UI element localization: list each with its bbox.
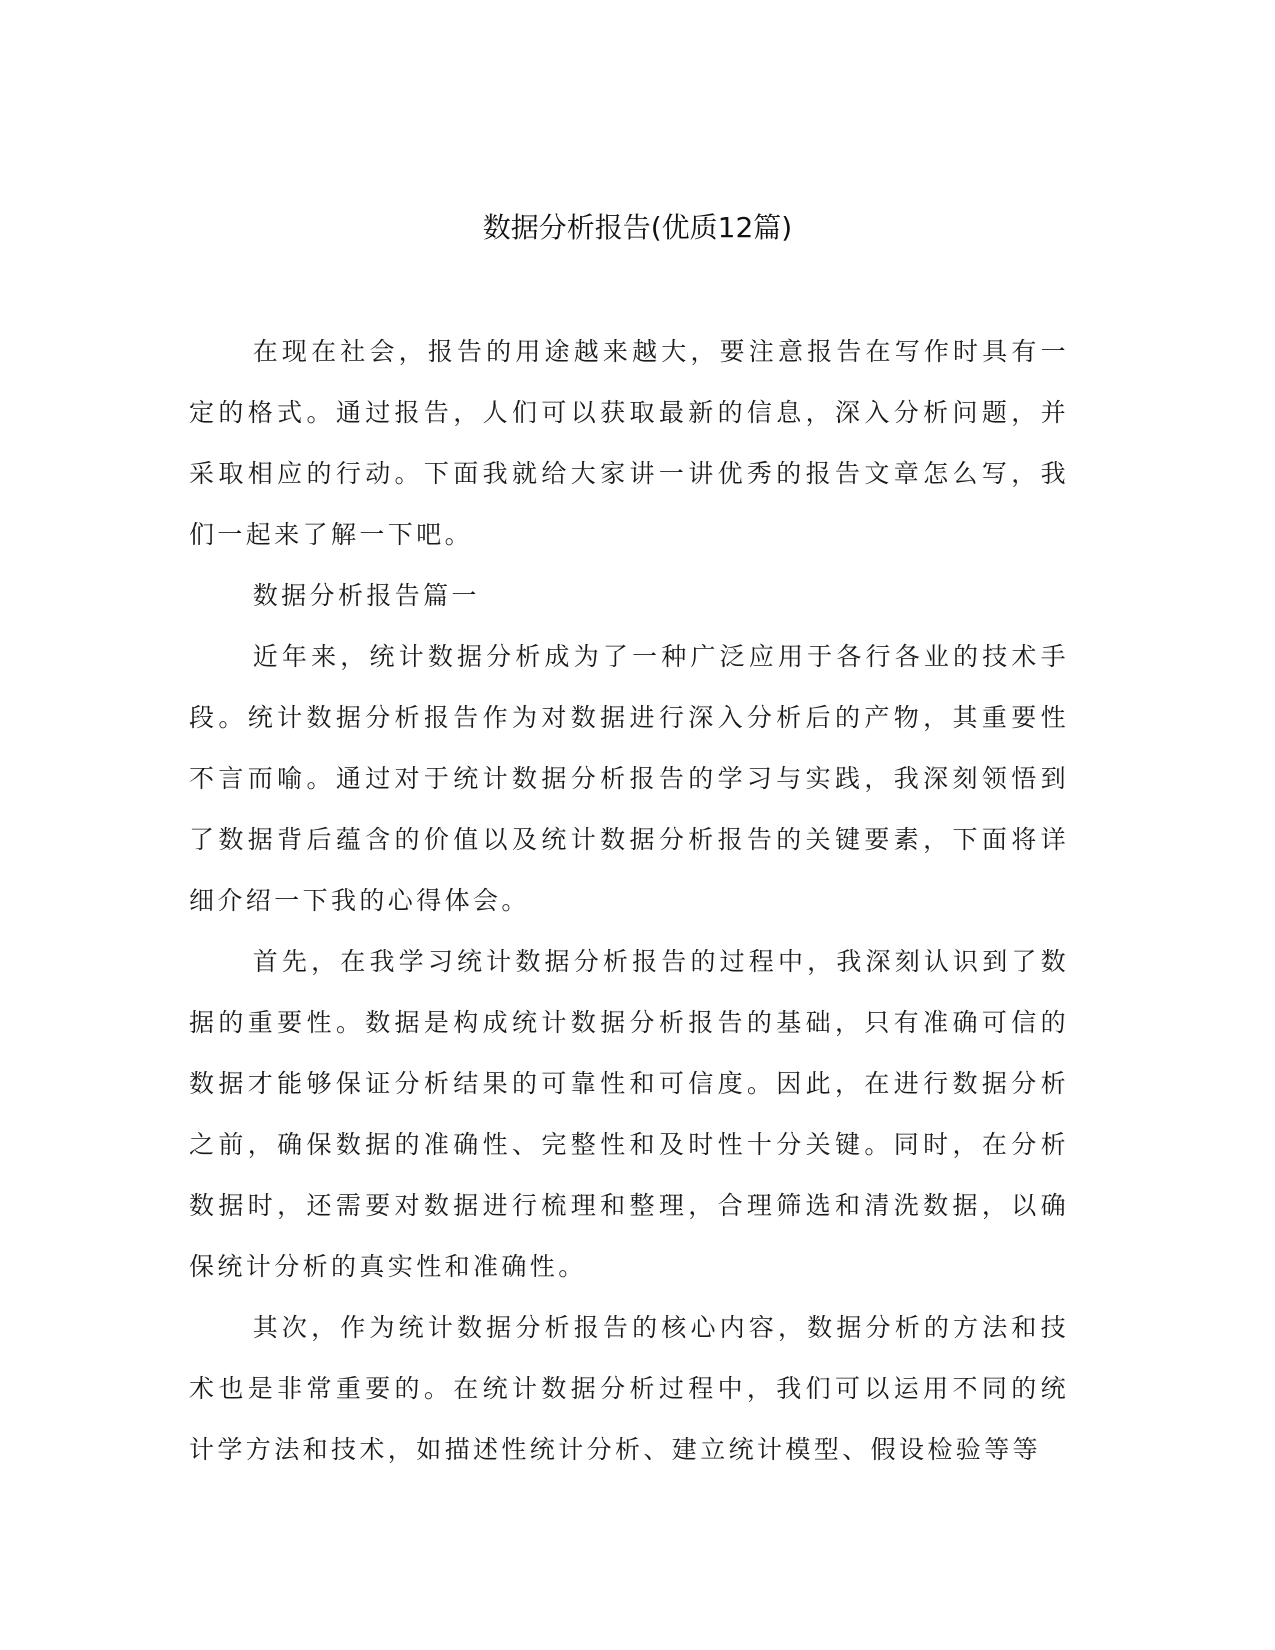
paragraph-1: 近年来，统计数据分析成为了一种广泛应用于各行各业的技术手段。统计数据分析报告作为对数据进行深入分析后的产物，其重要性不言而喻。通过对于统计数据分析报告的学习与实践，我深刻领悟到了数据背后蕴含的价值以及统计数据分析报告的关键要素，下面将详细介绍一下我的心得体会。 <box>189 642 1069 915</box>
section-heading: 数据分析报告篇一 <box>252 581 480 610</box>
paragraph-intro: 在现在社会，报告的用途越来越大，要注意报告在写作时具有一定的格式。通过报告，人们可以获取最新的信息，深入分析问题，并采取相应的行动。下面我就给大家讲一讲优秀的报告文章怎么写，我们一起来了解一下吧。 <box>189 337 1069 549</box>
document-title: 数据分析报告(优质12篇) <box>482 211 793 244</box>
paragraph-2: 首先，在我学习统计数据分析报告的过程中，我深刻认识到了数据的重要性。数据是构成统计数据分析报告的基础，只有准确可信的数据才能够保证分析结果的可靠性和可信度。因此，在进行数据分析之前，确保数据的准确性、完整性和及时性十分关键。同时，在分析数据时，还需要对数据进行梳理和整理，合理筛选和清洗数据，以确保统计分析的真实性和准确性。 <box>189 947 1069 1281</box>
paragraph-3: 其次，作为统计数据分析报告的核心内容，数据分析的方法和技术也是非常重要的。在统计数据分析过程中，我们可以运用不同的统计学方法和技术，如描述性统计分析、建立统计模型、假设检验等等 <box>189 1313 1069 1464</box>
document-body <box>189 321 1069 1480</box>
